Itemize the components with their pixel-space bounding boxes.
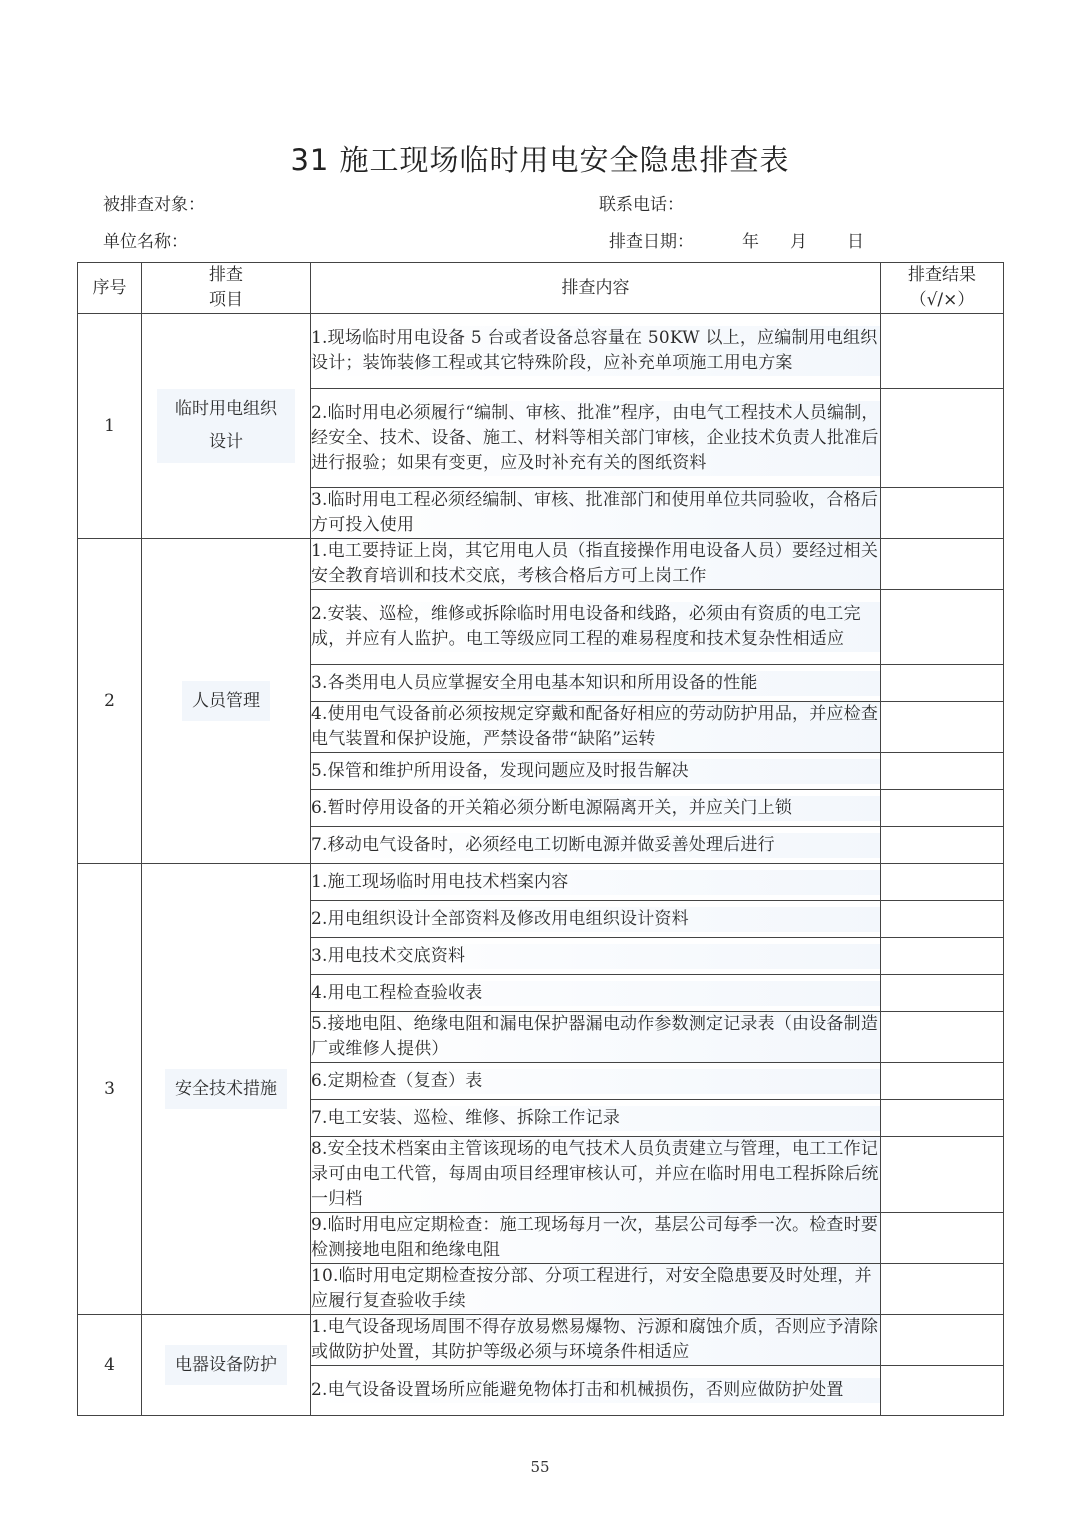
check-content-text: 4.用电工程检查验收表	[311, 981, 880, 1006]
check-content-cell	[311, 1100, 881, 1137]
check-content-cell	[311, 702, 881, 753]
table-row	[78, 1315, 1004, 1366]
page-number: 55	[530, 1458, 550, 1476]
check-content-text: 3.用电技术交底资料	[311, 944, 880, 969]
check-content-cell	[311, 1137, 881, 1213]
result-cell[interactable]	[881, 1012, 1004, 1063]
date-month: 月	[790, 232, 807, 252]
check-content-text: 8.安全技术档案由主管该现场的电气技术人员负责建立与管理，电工工作记录可由电工代管，每周由项目经理审核认可，并应在临时用电工程拆除后统一归档	[311, 1137, 880, 1212]
result-cell[interactable]	[881, 590, 1004, 665]
result-cell[interactable]	[881, 938, 1004, 975]
check-content-text: 4.使用电气设备前必须按规定穿戴和配备好相应的劳动防护用品，并应检查电气装置和保护设施，严禁设备带“缺陷”运转	[311, 702, 880, 752]
check-content-cell	[311, 665, 881, 702]
check-content-cell	[311, 864, 881, 901]
result-cell[interactable]	[881, 1366, 1004, 1416]
group-item	[142, 539, 311, 864]
check-content-cell	[311, 827, 881, 864]
check-content-cell	[311, 901, 881, 938]
header-item-line2: 项目	[209, 290, 243, 310]
check-content-text: 3.临时用电工程必须经编制、审核、批准部门和使用单位共同验收，合格后方可投入使用	[311, 488, 880, 538]
group-item	[142, 314, 311, 539]
check-content-cell	[311, 488, 881, 539]
check-content-text: 1.电气设备现场周围不得存放易燃易爆物、污源和腐蚀介质，否则应予清除或做防护处置，其防护等级必须与环境条件相适应	[311, 1315, 880, 1365]
check-content-text: 1.现场临时用电设备 5 台或者设备总容量在 50KW 以上，应编制用电组织设计；装饰装修工程或其它特殊阶段，应补充单项施工用电方案	[311, 326, 880, 376]
result-cell[interactable]	[881, 488, 1004, 539]
header-result-line2: （√/×）	[909, 290, 975, 310]
check-content-text: 5.保管和维护所用设备，发现问题应及时报告解决	[311, 759, 880, 784]
check-content-text: 2.用电组织设计全部资料及修改用电组织设计资料	[311, 907, 880, 932]
result-cell[interactable]	[881, 1213, 1004, 1264]
check-content-text: 10.临时用电定期检查按分部、分项工程进行，对安全隐患要及时处理，并应履行复查验收手续	[311, 1264, 880, 1314]
check-content-text: 1.施工现场临时用电技术档案内容	[311, 870, 880, 895]
result-cell[interactable]	[881, 389, 1004, 488]
group-item-label: 电器设备防护	[165, 1345, 287, 1385]
check-content-cell	[311, 938, 881, 975]
target-label: 被排查对象：	[103, 195, 205, 215]
check-content-text: 2.电气设备设置场所应能避免物体打击和机械损伤，否则应做防护处置	[311, 1378, 880, 1403]
check-content-cell	[311, 539, 881, 590]
result-cell[interactable]	[881, 753, 1004, 790]
result-cell[interactable]	[881, 539, 1004, 590]
check-content-text: 5.接地电阻、绝缘电阻和漏电保护器漏电动作参数测定记录表（由设备制造厂或维修人提供）	[311, 1012, 880, 1062]
group-item	[142, 864, 311, 1315]
check-content-text: 1.电工要持证上岗，其它用电人员（指直接操作用电设备人员）要经过相关安全教育培训和技术交底，考核合格后方可上岗工作	[311, 539, 880, 589]
result-cell[interactable]	[881, 1264, 1004, 1315]
check-content-cell	[311, 1264, 881, 1315]
header-result	[881, 263, 1004, 314]
check-content-text: 2.临时用电必须履行“编制、审核、批准”程序，由电气工程技术人员编制，经安全、技术、设备、施工、材料等相关部门审核，企业技术负责人批准后进行报验；如果有变更，应及时补充有关的图纸资料	[311, 401, 880, 476]
check-content-text: 7.移动电气设备时，必须经电工切断电源并做妥善处理后进行	[311, 833, 880, 858]
date-label: 排查日期：	[609, 232, 694, 252]
header-seq: 序号	[78, 263, 142, 314]
check-content-cell	[311, 790, 881, 827]
result-cell[interactable]	[881, 1063, 1004, 1100]
result-cell[interactable]	[881, 665, 1004, 702]
group-item	[142, 1315, 311, 1416]
check-content-cell	[311, 314, 881, 389]
page-title: 31 施工现场临时用电安全隐患排查表	[290, 143, 790, 177]
group-seq: 4	[78, 1315, 142, 1416]
result-cell[interactable]	[881, 864, 1004, 901]
header-content: 排查内容	[311, 263, 881, 314]
table-row	[78, 539, 1004, 590]
phone-label: 联系电话：	[599, 195, 684, 215]
group-seq: 2	[78, 539, 142, 864]
check-content-text: 6.定期检查（复查）表	[311, 1069, 880, 1094]
check-content-cell	[311, 1366, 881, 1416]
check-content-cell	[311, 1213, 881, 1264]
table-body	[78, 314, 1004, 1416]
group-item-label: 人员管理	[182, 681, 270, 721]
check-content-text: 3.各类用电人员应掌握安全用电基本知识和所用设备的性能	[311, 671, 880, 696]
header-result-line1: 排查结果	[908, 265, 976, 285]
result-cell[interactable]	[881, 901, 1004, 938]
check-content-cell	[311, 1063, 881, 1100]
table-row	[78, 314, 1004, 389]
result-cell[interactable]	[881, 702, 1004, 753]
check-content-cell	[311, 975, 881, 1012]
header-item	[142, 263, 311, 314]
unit-label: 单位名称：	[103, 232, 188, 252]
result-cell[interactable]	[881, 314, 1004, 389]
check-content-text: 7.电工安装、巡检、维修、拆除工作记录	[311, 1106, 880, 1131]
table-header-row	[78, 263, 1004, 314]
result-cell[interactable]	[881, 975, 1004, 1012]
check-content-text: 6.暂时停用设备的开关箱必须分断电源隔离开关，并应关门上锁	[311, 796, 880, 821]
header-item-line1: 排查	[209, 265, 243, 285]
group-seq: 3	[78, 864, 142, 1315]
check-content-cell	[311, 1012, 881, 1063]
check-content-text: 2.安装、巡检，维修或拆除临时用电设备和线路，必须由有资质的电工完成，并应有人监护。电工等级应同工程的难易程度和技术复杂性相适应	[311, 602, 880, 652]
result-cell[interactable]	[881, 1137, 1004, 1213]
group-seq: 1	[78, 314, 142, 539]
check-content-cell	[311, 753, 881, 790]
check-content-cell	[311, 389, 881, 488]
table-row	[78, 864, 1004, 901]
result-cell[interactable]	[881, 1315, 1004, 1366]
result-cell[interactable]	[881, 790, 1004, 827]
date-year: 年	[742, 232, 759, 252]
check-content-text: 9.临时用电应定期检查：施工现场每月一次，基层公司每季一次。检查时要检测接地电阻和绝缘电阻	[311, 1213, 880, 1263]
group-item-label: 安全技术措施	[165, 1069, 287, 1109]
check-content-cell	[311, 590, 881, 665]
result-cell[interactable]	[881, 1100, 1004, 1137]
inspection-table	[77, 262, 1004, 1416]
date-day: 日	[847, 232, 864, 252]
group-item-label: 临时用电组织设计	[157, 389, 295, 463]
result-cell[interactable]	[881, 827, 1004, 864]
check-content-cell	[311, 1315, 881, 1366]
